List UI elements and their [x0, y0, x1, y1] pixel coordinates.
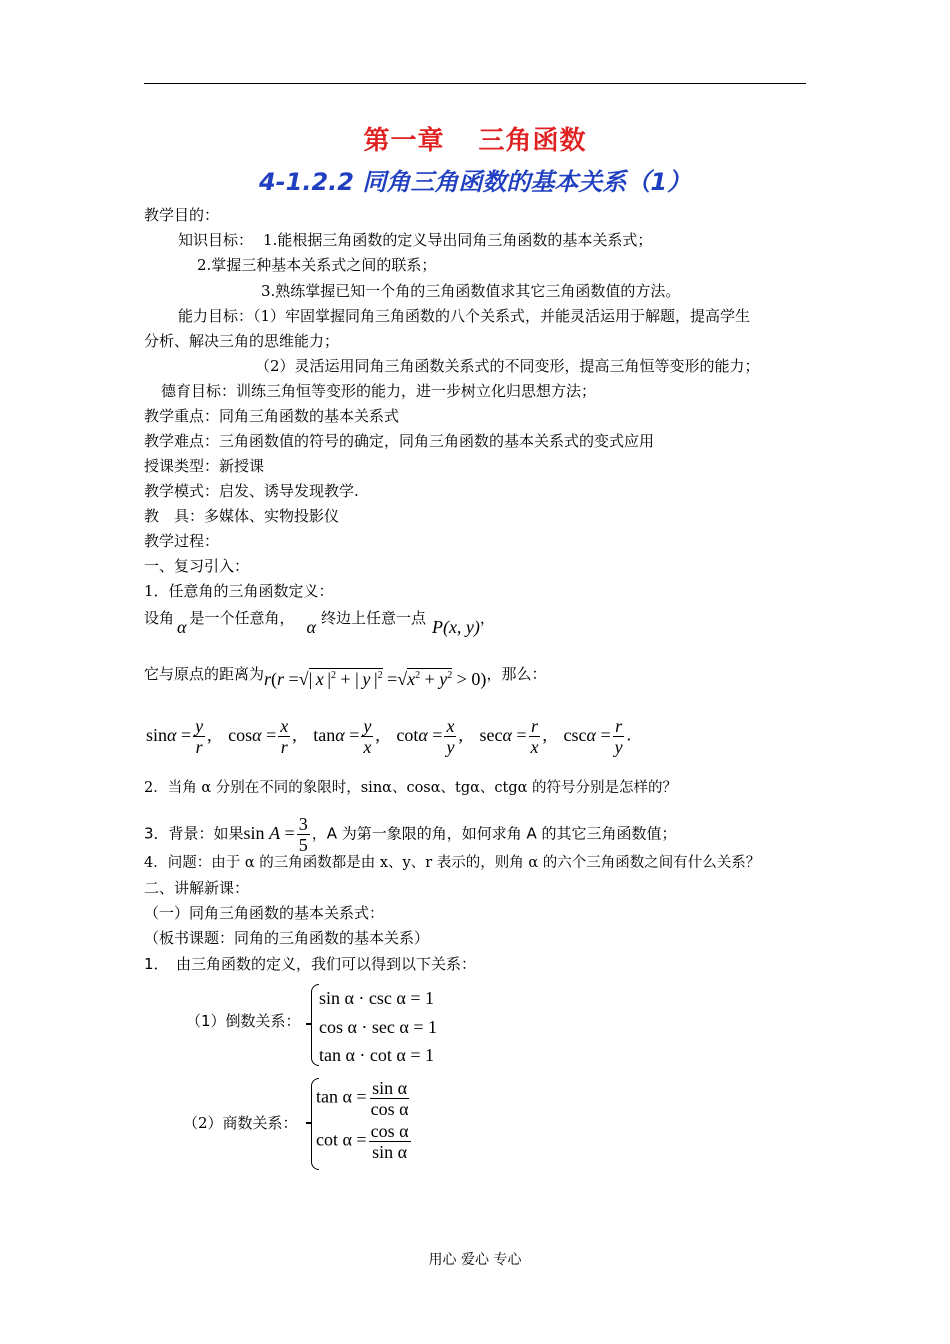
reciprocal-row: cos α · sec α = 1 — [319, 1016, 437, 1037]
ability-goal-2: （2）灵活运用同角三角函数关系式的不同变形，提高三角恒等变形的能力； — [255, 357, 760, 375]
ability-label: 能力目标： — [178, 307, 254, 325]
chapter-title — [0, 120, 950, 157]
lesson-type: 授课类型：新授课 — [144, 457, 265, 475]
board-title: （板书课题：同角的三角函数的基本关系） — [144, 929, 430, 947]
point-p: P(x, y) — [431, 617, 480, 637]
definition-line-1: 设角 α 是一个任意角， α 终边上任意一点 P(x, y)， — [144, 609, 495, 637]
distance-formula: r(r =√| x $|^2$ + | y $|^2 =√x^2 + y^2 > 0$) — [264, 669, 487, 689]
header-rule — [144, 83, 806, 84]
ratio-sin: sinα = $\frac{y}{r}$ — [146, 716, 204, 757]
definition-line-2: 它与原点的距离为r(r =√| x $|^2$ + | y $|^2 =√x^2 + y^2 > 0$)，那么： — [144, 665, 547, 689]
reciprocal-label: （1）倒数关系： — [186, 1012, 301, 1030]
ratio-tan: tanα = $\frac{y}{x}$ — [313, 716, 372, 757]
definition-heading: 1．任意角的三角函数定义： — [144, 582, 334, 600]
basic-relations-heading: （一）同角三角函数的基本关系式： — [144, 904, 385, 922]
key-point: 教学重点：同角三角函数的基本关系式 — [144, 407, 400, 425]
chapter-name: 三角函数 — [478, 126, 587, 156]
new-lesson-heading: 二、讲解新课： — [144, 879, 250, 897]
teaching-tools: 教 具：多媒体、实物投影仪 — [144, 507, 340, 525]
quotient-relations — [316, 1078, 413, 1162]
reciprocal-relations — [319, 984, 437, 1070]
quotient-label: （2）商数关系： — [183, 1114, 298, 1132]
question-4: 4．问题：由于 α 的三角函数都是由 x、y、r 表示的，则角 α 的六个三角函数之间有什么关系？ — [144, 855, 761, 871]
process-heading: 教学过程： — [144, 532, 220, 550]
quotient-row: cot α = $\frac{\text{cos α}}{\text{sin α}}$ — [316, 1121, 409, 1162]
difficulty: 教学难点：三角函数值的符号的确定，同角三角函数的基本关系式的变式应用 — [144, 432, 655, 450]
reciprocal-brace — [311, 984, 319, 1066]
reciprocal-row: tan α · cot α = 1 — [319, 1045, 434, 1065]
ability-item-1: （1）牢固掌握同角三角函数的八个关系式，并能灵活运用于解题，提高学生 — [253, 307, 751, 325]
objectives-heading: 教学目的： — [144, 206, 220, 224]
ratio-csc: cscα = $\frac{r}{y}$ — [563, 716, 623, 757]
page-footer: 用心 爱心 专心 — [428, 1252, 522, 1268]
reciprocal-row: sin α · csc α = 1 — [319, 988, 434, 1008]
question-3: 3．背景：如果sin A = $\frac{3}{5}$ ，A 为第一象限的角，如何求角 A 的其它三角函数值； — [144, 814, 677, 855]
ability-goal-1-cont: 分析、解决三角的思维能力； — [144, 332, 340, 350]
question-2: 2．当角 α 分别在不同的象限时，sinα、cosα、tgα、ctgα 的符号分别是怎样的？ — [144, 780, 678, 796]
knowledge-item-1: 1.能根据三角函数的定义导出同角三角函数的基本关系式； — [263, 231, 653, 249]
ratio-definitions: sinα = $\frac{y}{r}$ , cosα = $\frac{x}{r}$ , tanα = $\frac{y}{x}$ , cotα = $\frac{x}{y}$ , secα = $\frac{r}{x}$ , cscα = $\frac{r}{y}$ . — [146, 716, 632, 757]
ability-goal-1 — [178, 306, 750, 326]
ratio-cot: cotα = $\frac{x}{y}$ — [396, 716, 455, 757]
knowledge-goal-2: 2.掌握三种基本关系式之间的联系； — [197, 256, 437, 274]
knowledge-goal-1 — [178, 230, 652, 250]
lesson-title: 4-1.2.2 同角三角函数的基本关系（1） — [258, 168, 692, 196]
review-heading: 一、复习引入： — [144, 557, 250, 575]
teaching-mode: 教学模式：启发、诱导发现教学. — [144, 482, 359, 500]
quotient-row: tan α = $\frac{\text{sin α}}{\text{cos α}}$ — [316, 1078, 409, 1119]
moral-goal: 德育目标：训练三角恒等变形的能力，进一步树立化归思想方法； — [161, 382, 597, 400]
knowledge-goal-3: 3.熟练掌握已知一个角的三角函数值求其它三角函数值的方法。 — [261, 282, 681, 300]
knowledge-label: 知识目标： — [178, 231, 254, 249]
chapter-number: 第一章 — [363, 126, 445, 156]
ratio-cos: cosα = $\frac{x}{r}$ — [228, 716, 289, 757]
ratio-sec: secα = $\frac{r}{x}$ — [479, 716, 539, 757]
point-1: 1． 由三角函数的定义，我们可以得到以下关系： — [144, 955, 477, 973]
